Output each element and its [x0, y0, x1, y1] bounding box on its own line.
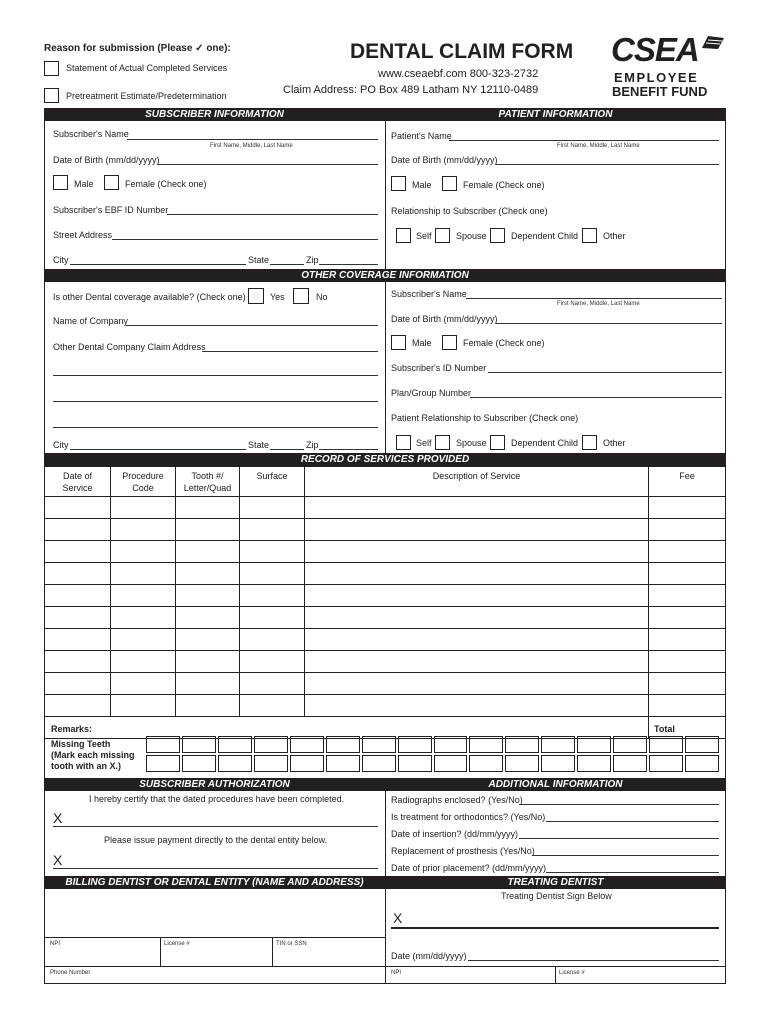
patient-male-checkbox[interactable] [391, 176, 406, 191]
subscriber-city-field[interactable] [70, 264, 246, 265]
billing-phone-separator [44, 966, 385, 967]
subscriber-zip-label: Zip [306, 255, 319, 265]
coverage-city-label: City [53, 440, 69, 450]
services-header-row [45, 467, 726, 497]
coverage-female-checkbox[interactable] [442, 335, 457, 350]
prosthesis-label: Replacement of prosthesis (Yes/No) [391, 846, 535, 856]
missing-teeth-label-1: Missing Teeth [51, 739, 111, 749]
missing-tooth-box[interactable] [362, 736, 396, 753]
service-surface-cell[interactable] [240, 585, 305, 607]
service-date-cell[interactable] [45, 629, 111, 651]
ortho-field[interactable] [546, 821, 719, 822]
coverage-zip-field[interactable] [319, 449, 378, 450]
service-desc-cell[interactable] [305, 651, 649, 673]
company-claim-address-label: Other Dental Company Claim Address [53, 342, 206, 352]
certify-text: I hereby certify that the dated procedures have been completed. [89, 794, 345, 804]
service-row[interactable] [45, 585, 726, 607]
subscriber-male-label: Male [74, 179, 94, 189]
reason-label: Reason for submission (Please ✓ one): [44, 43, 231, 54]
service-desc-cell[interactable] [305, 519, 649, 541]
missing-tooth-box[interactable] [577, 736, 611, 753]
missing-tooth-box[interactable] [362, 755, 396, 772]
coverage-subscriber-id-label: Subscriber's ID Number [391, 363, 487, 373]
logo-wordmark: CSEA [611, 31, 699, 68]
statement-checkbox[interactable] [44, 61, 59, 76]
coverage-male-checkbox[interactable] [391, 335, 406, 350]
radiographs-field[interactable] [519, 804, 719, 805]
missing-tooth-box[interactable] [254, 736, 288, 753]
coverage-spouse-label: Spouse [456, 438, 487, 448]
patient-dob-label: Date of Birth (mm/dd/yyyy) [391, 155, 498, 165]
service-tooth-cell[interactable] [176, 519, 240, 541]
coverage-male-label: Male [412, 338, 432, 348]
service-row[interactable] [45, 519, 726, 541]
service-row[interactable] [45, 629, 726, 651]
treating-date-label: Date (mm/dd/yyyy) [391, 951, 467, 961]
col-surface-label: Surface [256, 471, 288, 481]
service-code-cell[interactable] [111, 497, 176, 519]
patient-info-heading: PATIENT INFORMATION [385, 108, 726, 121]
service-tooth-cell[interactable] [176, 497, 240, 519]
coverage-yes-label: Yes [270, 292, 285, 302]
service-desc-cell[interactable] [305, 695, 649, 717]
website-phone: www.cseaebf.com 800-323-2732 [378, 68, 539, 80]
company-claim-address-field[interactable] [202, 351, 378, 352]
coverage-other-label: Other [603, 438, 626, 448]
patient-self-label: Self [416, 231, 432, 241]
coverage-no-label: No [316, 292, 328, 302]
pretreatment-checkbox[interactable] [44, 88, 59, 103]
coverage-state-field[interactable] [270, 449, 304, 450]
missing-teeth-label-3: tooth with an X.) [51, 761, 121, 771]
missing-tooth-box[interactable] [541, 736, 575, 753]
service-date-cell[interactable] [45, 541, 111, 563]
service-fee-cell[interactable] [649, 695, 726, 717]
authorization-heading: SUBSCRIBER AUTHORIZATION [44, 778, 385, 791]
service-code-cell[interactable] [111, 519, 176, 541]
service-date-cell[interactable] [45, 497, 111, 519]
service-date-cell[interactable] [45, 607, 111, 629]
insertion-label: Date of insertion? (dd/mm/yyyy) [391, 829, 519, 839]
patient-self-checkbox[interactable] [396, 228, 411, 243]
treating-license-label: License # [559, 970, 585, 976]
col-description-header [305, 467, 649, 497]
column-divider [385, 121, 386, 269]
coverage-spouse-checkbox[interactable] [435, 435, 450, 450]
billing-phone-label: Phone Number [50, 970, 91, 976]
logo-employee: EMPLOYEE [614, 70, 699, 85]
treating-signature-line[interactable] [391, 927, 719, 929]
total-label: Total [654, 723, 675, 734]
subscriber-ebf-id-label: Subscriber's EBF ID Number [53, 205, 169, 215]
patient-female-checkbox[interactable] [442, 176, 457, 191]
subscriber-name-label: Subscriber's Name [53, 129, 129, 139]
service-date-cell[interactable] [45, 563, 111, 585]
coverage-plan-field[interactable] [470, 397, 722, 398]
service-tooth-cell[interactable] [176, 673, 240, 695]
billing-license-label: License # [164, 941, 190, 947]
ortho-label: Is treatment for orthodontics? (Yes/No) [391, 812, 546, 822]
payment-text: Please issue payment directly to the dental entity below. [104, 835, 328, 845]
missing-tooth-box[interactable] [326, 755, 360, 772]
service-desc-cell[interactable] [305, 563, 649, 585]
patient-name-hint: First Name, Middle, Last Name [557, 143, 640, 149]
missing-tooth-box[interactable] [290, 755, 324, 772]
col-date-line2: Service [62, 483, 93, 493]
service-surface-cell[interactable] [240, 629, 305, 651]
treating-signature-x: X [393, 910, 403, 926]
col-tooth-line2: Letter/Quad [183, 483, 232, 493]
col-procedure-header [111, 467, 176, 497]
service-row[interactable] [45, 541, 726, 563]
missing-tooth-box[interactable] [505, 736, 539, 753]
service-code-cell[interactable] [111, 673, 176, 695]
coverage-plan-label: Plan/Group Number [391, 388, 472, 398]
patient-spouse-label: Spouse [456, 231, 487, 241]
coverage-no-checkbox[interactable] [293, 288, 309, 304]
coverage-subscriber-id-field[interactable] [488, 372, 722, 373]
signature-x-1: X [53, 810, 63, 826]
missing-tooth-box[interactable] [469, 736, 503, 753]
service-fee-cell[interactable] [649, 585, 726, 607]
service-tooth-cell[interactable] [176, 607, 240, 629]
service-code-cell[interactable] [111, 607, 176, 629]
subscriber-signature-line-1[interactable] [53, 826, 378, 827]
service-desc-cell[interactable] [305, 585, 649, 607]
missing-tooth-box[interactable] [326, 736, 360, 753]
service-fee-cell[interactable] [649, 673, 726, 695]
flag-icon [700, 34, 726, 50]
service-desc-cell[interactable] [305, 607, 649, 629]
missing-tooth-box[interactable] [685, 736, 719, 753]
services-heading: RECORD OF SERVICES PROVIDED [44, 453, 726, 466]
subscriber-female-label: Female (Check one) [125, 179, 207, 189]
subscriber-state-label: State [248, 255, 270, 265]
service-row[interactable] [45, 651, 726, 673]
missing-tooth-box[interactable] [541, 755, 575, 772]
subscriber-state-field[interactable] [270, 264, 304, 265]
patient-dependent-label: Dependent Child [511, 231, 579, 241]
coverage-state-label: State [248, 440, 270, 450]
missing-tooth-box[interactable] [649, 755, 683, 772]
service-tooth-cell[interactable] [176, 651, 240, 673]
subscriber-female-checkbox[interactable] [104, 175, 119, 190]
col-tooth-header [176, 467, 240, 497]
coverage-other-checkbox[interactable] [582, 435, 597, 450]
additional-info-heading: ADDITIONAL INFORMATION [385, 778, 726, 791]
subscriber-dob-label: Date of Birth (mm/dd/yyyy) [53, 155, 160, 165]
coverage-yes-checkbox[interactable] [248, 288, 264, 304]
missing-tooth-box[interactable] [685, 755, 719, 772]
missing-teeth-grid [146, 736, 721, 774]
patient-other-checkbox[interactable] [582, 228, 597, 243]
subscriber-male-checkbox[interactable] [53, 175, 68, 190]
missing-tooth-box[interactable] [613, 755, 647, 772]
service-date-cell[interactable] [45, 695, 111, 717]
service-tooth-cell[interactable] [176, 563, 240, 585]
prior-placement-label: Date of prior placement? (dd/mm/yyyy) [391, 863, 547, 873]
missing-tooth-box[interactable] [290, 736, 324, 753]
service-code-cell[interactable] [111, 541, 176, 563]
missing-tooth-box[interactable] [218, 736, 252, 753]
service-code-cell[interactable] [111, 563, 176, 585]
missing-tooth-box[interactable] [182, 755, 216, 772]
service-surface-cell[interactable] [240, 519, 305, 541]
service-code-cell[interactable] [111, 629, 176, 651]
subscriber-signature-line-2[interactable] [53, 868, 378, 869]
subscriber-info-heading: SUBSCRIBER INFORMATION [44, 108, 385, 121]
prior-placement-field[interactable] [546, 872, 719, 873]
missing-teeth-label-2: (Mark each missing [51, 750, 135, 760]
col-tooth-line1: Tooth #/ [191, 471, 224, 481]
patient-male-label: Male [412, 180, 432, 190]
service-date-cell[interactable] [45, 651, 111, 673]
col-surface-header [240, 467, 305, 497]
patient-dob-field[interactable] [496, 164, 719, 165]
missing-tooth-box[interactable] [649, 736, 683, 753]
remarks-label: Remarks: [51, 723, 93, 734]
radiographs-label: Radiographs enclosed? (Yes/No) [391, 795, 523, 805]
coverage-zip-label: Zip [306, 440, 319, 450]
service-tooth-cell[interactable] [176, 541, 240, 563]
col-fee-label: Fee [679, 471, 695, 481]
coverage-patient-rel-label: Patient Relationship to Subscriber (Check one) [391, 413, 579, 423]
service-surface-cell[interactable] [240, 695, 305, 717]
company-name-field[interactable] [126, 325, 378, 326]
subscriber-ebf-id-field[interactable] [167, 214, 378, 215]
csea-logo [608, 32, 728, 104]
service-desc-cell[interactable] [305, 541, 649, 563]
service-date-cell[interactable] [45, 673, 111, 695]
service-row[interactable] [45, 563, 726, 585]
treating-date-field[interactable] [468, 960, 719, 961]
missing-tooth-box[interactable] [577, 755, 611, 772]
service-surface-cell[interactable] [240, 673, 305, 695]
billing-license-divider [272, 937, 273, 966]
coverage-subscriber-name-field[interactable] [466, 298, 722, 299]
patient-other-label: Other [603, 231, 626, 241]
missing-tooth-box[interactable] [254, 755, 288, 772]
coverage-female-label: Female (Check one) [463, 338, 545, 348]
billing-npi-divider [160, 937, 161, 966]
missing-tooth-box[interactable] [182, 736, 216, 753]
insertion-field[interactable] [519, 838, 719, 839]
signature-x-2: X [53, 852, 63, 868]
missing-tooth-box[interactable] [146, 736, 180, 753]
coverage-available-label: Is other Dental coverage available? (Check one) [53, 292, 246, 302]
missing-tooth-box[interactable] [505, 755, 539, 772]
service-fee-cell[interactable] [649, 497, 726, 519]
treating-dentist-heading: TREATING DENTIST [385, 876, 726, 889]
service-row[interactable] [45, 607, 726, 629]
logo-benefit-fund: BENEFIT FUND [612, 84, 708, 99]
coverage-dob-label: Date of Birth (mm/dd/yyyy) [391, 314, 498, 324]
patient-name-field[interactable] [449, 140, 719, 141]
company-address-line-2[interactable] [53, 375, 378, 376]
service-desc-cell[interactable] [305, 629, 649, 651]
col-proc-line2: Code [132, 483, 154, 493]
service-surface-cell[interactable] [240, 541, 305, 563]
service-fee-cell[interactable] [649, 563, 726, 585]
statement-label: Statement of Actual Completed Services [66, 63, 228, 73]
service-row[interactable] [45, 695, 726, 717]
treating-npi-label: NPI [391, 970, 402, 976]
col-date-header [45, 467, 111, 497]
subscriber-street-field[interactable] [112, 239, 378, 240]
missing-tooth-box[interactable] [398, 755, 432, 772]
service-desc-cell[interactable] [305, 497, 649, 519]
pretreatment-label: Pretreatment Estimate/Predetermination [66, 91, 227, 101]
missing-tooth-box[interactable] [434, 755, 468, 772]
col-proc-line1: Procedure [122, 471, 164, 481]
subscriber-zip-field[interactable] [319, 264, 378, 265]
services-table [44, 466, 726, 739]
billing-heading: BILLING DENTIST OR DENTAL ENTITY (NAME AND ADDRESS) [44, 876, 385, 889]
service-tooth-cell[interactable] [176, 695, 240, 717]
coverage-column-divider [385, 282, 386, 453]
coverage-city-field[interactable] [70, 449, 246, 450]
other-coverage-heading: OTHER COVERAGE INFORMATION [44, 269, 726, 282]
subscriber-name-field[interactable] [127, 139, 378, 140]
service-fee-cell[interactable] [649, 629, 726, 651]
missing-tooth-box[interactable] [146, 755, 180, 772]
service-surface-cell[interactable] [240, 651, 305, 673]
service-surface-cell[interactable] [240, 497, 305, 519]
col-date-line1: Date of [62, 471, 93, 481]
missing-tooth-box[interactable] [398, 736, 432, 753]
coverage-dependent-label: Dependent Child [511, 438, 579, 448]
billing-name-address-field[interactable] [45, 889, 385, 937]
subscriber-street-label: Street Address [53, 230, 113, 240]
patient-name-label: Patient's Name [391, 131, 452, 141]
missing-tooth-box[interactable] [613, 736, 647, 753]
coverage-subscriber-name-label: Subscriber's Name [391, 289, 467, 299]
service-code-cell[interactable] [111, 651, 176, 673]
company-name-label: Name of Company [53, 316, 129, 326]
service-date-cell[interactable] [45, 519, 111, 541]
coverage-self-label: Self [416, 438, 432, 448]
col-fee-header [649, 467, 726, 497]
coverage-name-hint: First Name, Middle, Last Name [557, 301, 640, 307]
patient-relationship-label: Relationship to Subscriber (Check one) [391, 206, 548, 216]
coverage-self-checkbox[interactable] [396, 435, 411, 450]
service-date-cell[interactable] [45, 585, 111, 607]
service-tooth-cell[interactable] [176, 629, 240, 651]
service-row[interactable] [45, 497, 726, 519]
service-surface-cell[interactable] [240, 607, 305, 629]
claim-address: Claim Address: PO Box 489 Latham NY 12110-0489 [283, 84, 539, 96]
prosthesis-field[interactable] [532, 855, 719, 856]
billing-tin-label: TIN or SSN [276, 941, 307, 947]
form-title: DENTAL CLAIM FORM [350, 40, 574, 63]
service-fee-cell[interactable] [649, 519, 726, 541]
auth-column-divider [385, 791, 386, 876]
billing-npi-label: NPI [50, 941, 61, 947]
col-desc-label: Description of Service [432, 471, 521, 481]
service-fee-cell[interactable] [649, 651, 726, 673]
coverage-dob-field[interactable] [496, 323, 722, 324]
service-fee-cell[interactable] [649, 541, 726, 563]
service-code-cell[interactable] [111, 585, 176, 607]
coverage-dependent-checkbox[interactable] [490, 435, 505, 450]
service-tooth-cell[interactable] [176, 585, 240, 607]
missing-tooth-box[interactable] [434, 736, 468, 753]
billing-column-divider [385, 889, 386, 984]
billing-separator [44, 937, 385, 938]
patient-spouse-checkbox[interactable] [435, 228, 450, 243]
treating-sign-label: Treating Dentist Sign Below [501, 891, 612, 901]
service-code-cell[interactable] [111, 695, 176, 717]
subscriber-dob-field[interactable] [158, 164, 378, 165]
company-address-line-3[interactable] [53, 401, 378, 402]
service-desc-cell[interactable] [305, 673, 649, 695]
subscriber-city-label: City [53, 255, 69, 265]
service-row[interactable] [45, 673, 726, 695]
service-surface-cell[interactable] [240, 563, 305, 585]
subscriber-name-hint: First Name, Middle, Last Name [210, 143, 293, 149]
treating-npi-divider [555, 966, 556, 984]
patient-dependent-checkbox[interactable] [490, 228, 505, 243]
patient-female-label: Female (Check one) [463, 180, 545, 190]
missing-tooth-box[interactable] [218, 755, 252, 772]
company-address-line-4[interactable] [53, 427, 378, 428]
service-fee-cell[interactable] [649, 607, 726, 629]
missing-tooth-box[interactable] [469, 755, 503, 772]
